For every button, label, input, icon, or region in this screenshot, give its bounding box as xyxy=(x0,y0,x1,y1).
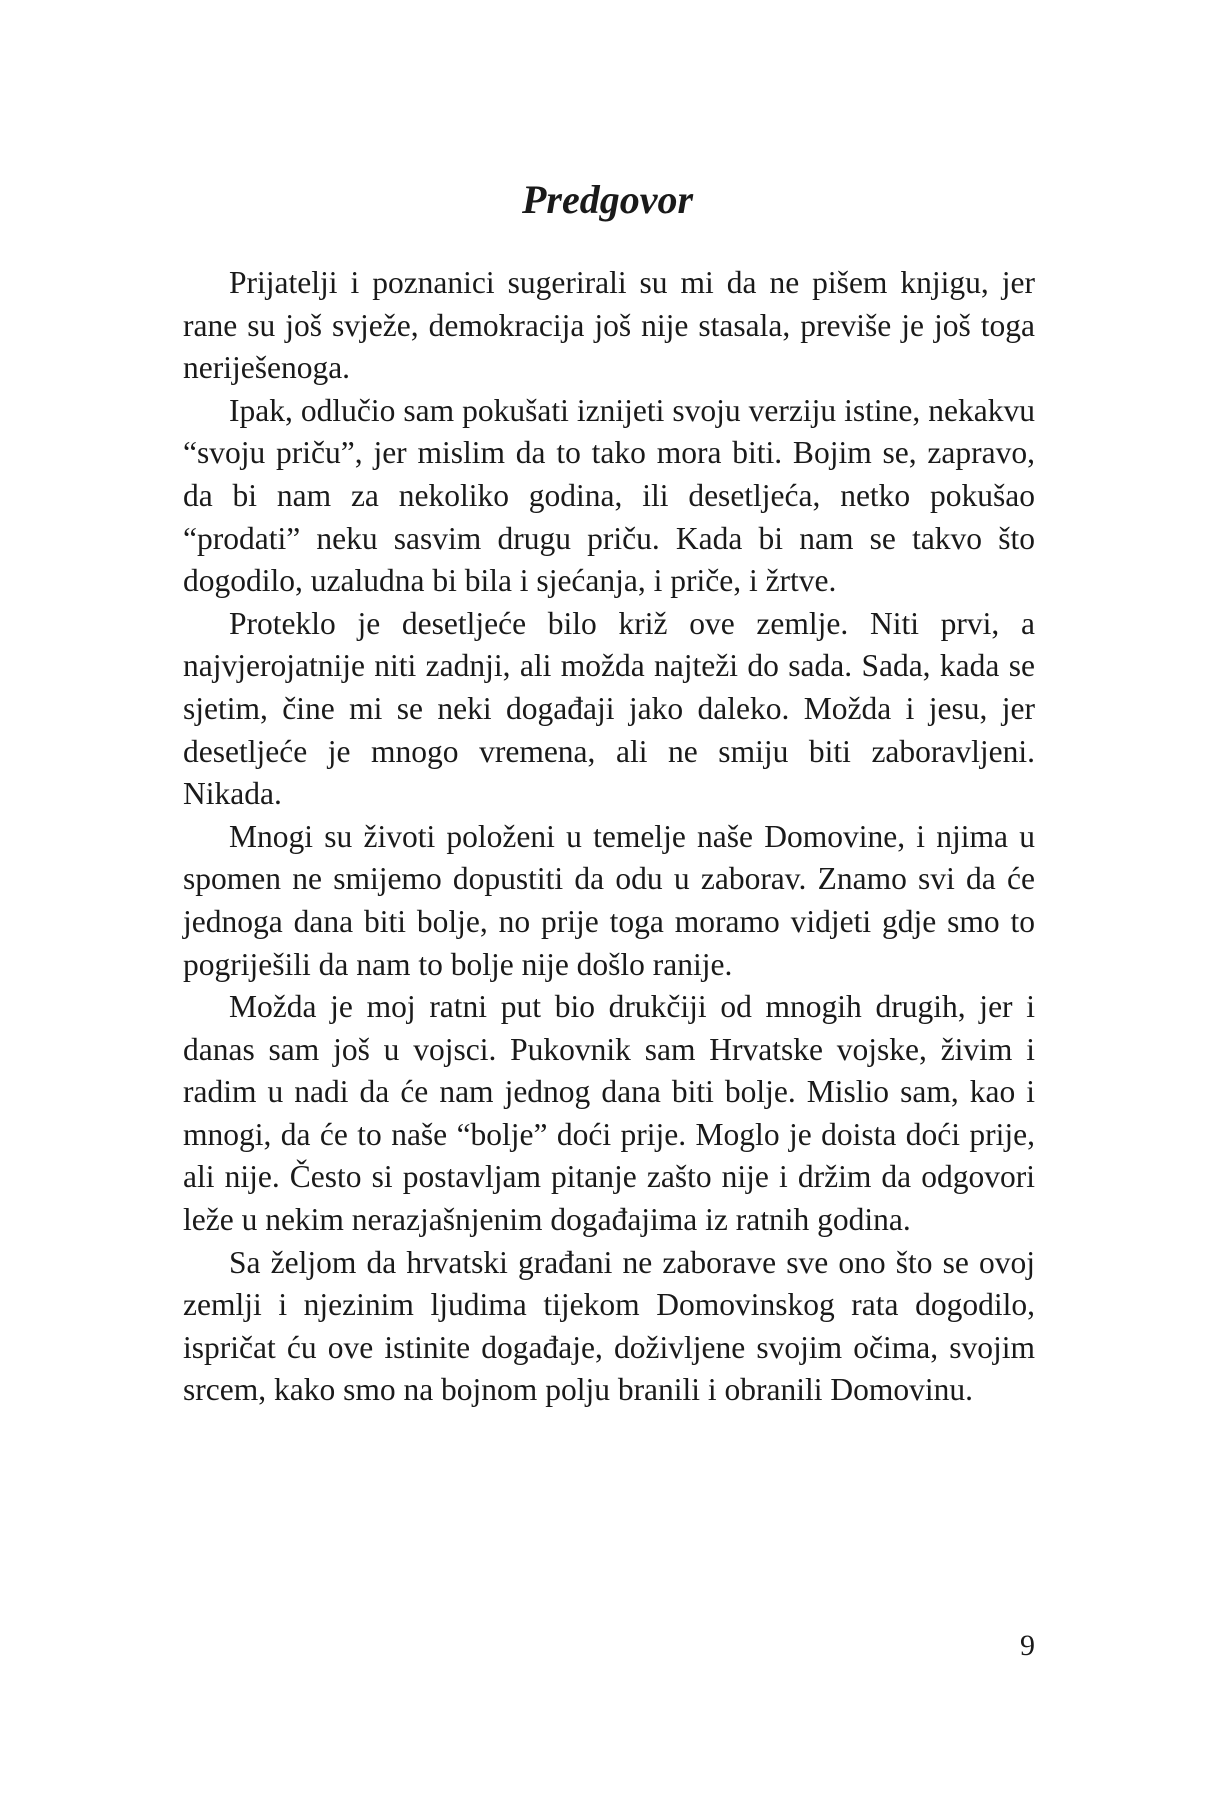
paragraph: Proteklo je desetljeće bilo križ ove zemlje. Niti prvi, a najvjerojatnije niti zadnji, ali možda najteži do sada. Sada, kada se sjetim, čine mi se neki događaji jako daleko. Možda i jesu, jer desetljeće je mnogo vremena, ali ne smiju biti zaboravljeni. Nikada. xyxy=(183,605,1035,812)
paragraph: Prijatelji i poznanici sugerirali su mi da ne pišem knjigu, jer rane su još svježe, demokracija još nije stasala, previše je još toga neriješenoga. xyxy=(183,265,1035,386)
page-number: 9 xyxy=(1020,1629,1035,1662)
paragraph: Možda je moj ratni put bio drukčiji od mnogih drugih, jer i danas sam još u vojsci. Pukovnik sam Hrvatske vojske, živim i radim u nadi da će nam jednog dana biti bolje. Mislio sam, kao i mnogi, da će to naše “bolje” doći prije. Moglo je doista doći prije, ali nije. Često si postavljam pitanje zašto nije i držim da odgovori leže u nekim nerazjašnjenim događajima iz ratnih godina. xyxy=(183,989,1035,1238)
paragraph: Ipak, odlučio sam pokušati iznijeti svoju verziju istine, nekakvu “svoju priču”, jer mislim da to tako mora biti. Bojim se, zapravo, da bi nam za nekoliko godina, ili desetljeća, netko pokušao “prodati” neku sasvim drugu priču. Kada bi nam se takvo što dogodilo, uzaludna bi bila i sjećanja, i priče, i žrtve. xyxy=(183,392,1035,599)
page-title: Predgovor xyxy=(521,177,694,222)
paragraph: Sa željom da hrvatski građani ne zaborave sve ono što se ovoj zemlji i njezinim ljudima tijekom Domovinskog rata dogodilo, ispričat ću ove istinite događaje, doživljene svojim očima, svojim srcem, kako smo na bojnom polju branili i obranili Domovinu. xyxy=(183,1244,1035,1408)
preface-body xyxy=(183,262,1035,1412)
paragraph: Mnogi su životi položeni u temelje naše Domovine, i njima u spomen ne smijemo dopustiti da odu u zaborav. Znamo svi da će jednoga dana biti bolje, no prije toga moramo vidjeti gdje smo to pogriješili da nam to bolje nije došlo ranije. xyxy=(183,818,1035,982)
